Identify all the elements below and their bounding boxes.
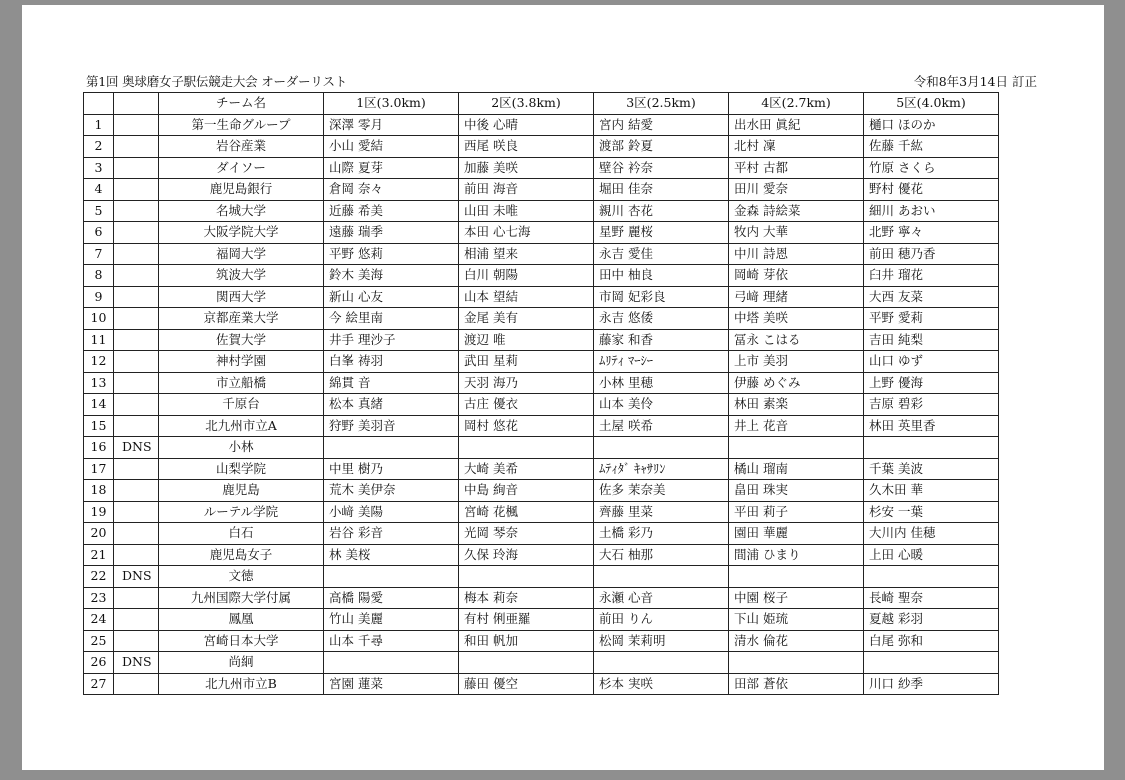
leg2-runner: 本田 心七海 [459, 222, 594, 244]
leg5-runner: 大川内 佳穂 [864, 523, 999, 545]
team-name: 山梨学院 [159, 458, 324, 480]
leg4-runner [729, 652, 864, 674]
table-row [84, 501, 999, 523]
team-name: 九州国際大学付属 [159, 587, 324, 609]
leg2-runner: 前田 海音 [459, 179, 594, 201]
leg5-runner [864, 566, 999, 588]
leg2-runner: 山本 望結 [459, 286, 594, 308]
table-row [84, 458, 999, 480]
row-number: 14 [84, 394, 114, 416]
leg3-runner [594, 566, 729, 588]
table-row [84, 286, 999, 308]
header-team: チーム名 [159, 93, 324, 115]
table-row [84, 437, 999, 459]
entry-status: DNS [114, 437, 159, 459]
leg4-runner: 田部 蒼依 [729, 673, 864, 695]
leg4-runner: 弓﨑 理緒 [729, 286, 864, 308]
leg2-runner: 相浦 望来 [459, 243, 594, 265]
table-row [84, 114, 999, 136]
leg3-runner: 宮内 結愛 [594, 114, 729, 136]
leg5-runner: 吉田 純梨 [864, 329, 999, 351]
table-row [84, 372, 999, 394]
row-number: 22 [84, 566, 114, 588]
leg3-runner: 土橋 彩乃 [594, 523, 729, 545]
leg2-runner: 加藤 美咲 [459, 157, 594, 179]
team-name: 鳳凰 [159, 609, 324, 631]
leg4-runner: 平村 古都 [729, 157, 864, 179]
table-row [84, 587, 999, 609]
leg1-runner: 深澤 零月 [324, 114, 459, 136]
leg1-runner: 狩野 美羽音 [324, 415, 459, 437]
row-number: 18 [84, 480, 114, 502]
leg2-runner: 武田 星莉 [459, 351, 594, 373]
leg5-runner [864, 437, 999, 459]
leg4-runner: 冨永 こはる [729, 329, 864, 351]
leg3-runner: 杉本 実咲 [594, 673, 729, 695]
leg3-runner: 壁谷 衿奈 [594, 157, 729, 179]
row-number: 19 [84, 501, 114, 523]
table-row [84, 243, 999, 265]
header-row [84, 93, 999, 115]
team-name: 市立船橋 [159, 372, 324, 394]
row-number: 17 [84, 458, 114, 480]
leg2-runner: 光岡 琴奈 [459, 523, 594, 545]
row-number: 9 [84, 286, 114, 308]
leg5-runner: 吉原 碧彩 [864, 394, 999, 416]
header-leg1: 1区(3.0km) [324, 93, 459, 115]
entry-status [114, 157, 159, 179]
leg3-runner [594, 437, 729, 459]
entry-status [114, 286, 159, 308]
row-number: 5 [84, 200, 114, 222]
leg5-runner: 竹原 さくら [864, 157, 999, 179]
leg2-runner: 古庄 優衣 [459, 394, 594, 416]
leg3-runner: ﾑﾘﾃｨ ﾏｰｼｰ [594, 351, 729, 373]
leg3-runner: 星野 麗桜 [594, 222, 729, 244]
table-row [84, 566, 999, 588]
leg1-runner: 小山 愛結 [324, 136, 459, 158]
row-number: 7 [84, 243, 114, 265]
row-number: 1 [84, 114, 114, 136]
team-name: 鹿児島銀行 [159, 179, 324, 201]
leg1-runner: 林 美桜 [324, 544, 459, 566]
leg3-runner: 小林 里穂 [594, 372, 729, 394]
table-row [84, 136, 999, 158]
leg2-runner: 山田 未唯 [459, 200, 594, 222]
table-row [84, 480, 999, 502]
leg3-runner: 堀田 佳奈 [594, 179, 729, 201]
leg5-runner: 山口 ゆず [864, 351, 999, 373]
leg5-runner: 長崎 聖奈 [864, 587, 999, 609]
leg1-runner: 近藤 希美 [324, 200, 459, 222]
entry-status [114, 114, 159, 136]
header-leg3: 3区(2.5km) [594, 93, 729, 115]
leg2-runner: 白川 朝陽 [459, 265, 594, 287]
team-name: 鹿児島 [159, 480, 324, 502]
leg2-runner [459, 437, 594, 459]
leg2-runner [459, 566, 594, 588]
team-name: 福岡大学 [159, 243, 324, 265]
row-number: 10 [84, 308, 114, 330]
leg3-runner: ﾑﾃｨﾀﾞ ｷｬｻﾘﾝ [594, 458, 729, 480]
leg5-runner: 細川 あおい [864, 200, 999, 222]
entry-status [114, 587, 159, 609]
team-name: 第一生命グループ [159, 114, 324, 136]
entry-status [114, 351, 159, 373]
entry-status [114, 308, 159, 330]
leg2-runner: 大崎 美希 [459, 458, 594, 480]
row-number: 3 [84, 157, 114, 179]
leg3-runner: 山本 美伶 [594, 394, 729, 416]
row-number: 21 [84, 544, 114, 566]
leg3-runner: 大石 柚那 [594, 544, 729, 566]
leg3-runner: 藤家 和香 [594, 329, 729, 351]
leg1-runner: 中里 樹乃 [324, 458, 459, 480]
leg4-runner: 井上 花音 [729, 415, 864, 437]
entry-status [114, 523, 159, 545]
leg4-runner: 上市 美羽 [729, 351, 864, 373]
team-name: ルーテル学院 [159, 501, 324, 523]
row-number: 13 [84, 372, 114, 394]
table-row [84, 179, 999, 201]
leg1-runner: 白峯 祷羽 [324, 351, 459, 373]
leg3-runner: 永吉 悠倭 [594, 308, 729, 330]
leg3-runner: 前田 りん [594, 609, 729, 631]
leg4-runner: 畠田 珠実 [729, 480, 864, 502]
leg4-runner: 中塔 美咲 [729, 308, 864, 330]
header-number [84, 93, 114, 115]
leg3-runner: 永瀬 心音 [594, 587, 729, 609]
team-name: 小林 [159, 437, 324, 459]
row-number: 15 [84, 415, 114, 437]
leg1-runner [324, 437, 459, 459]
table-row [84, 157, 999, 179]
leg5-runner [864, 652, 999, 674]
row-number: 16 [84, 437, 114, 459]
row-number: 23 [84, 587, 114, 609]
table-row [84, 329, 999, 351]
table-row [84, 630, 999, 652]
entry-status [114, 415, 159, 437]
entry-status [114, 329, 159, 351]
table-row [84, 351, 999, 373]
leg2-runner: 天羽 海乃 [459, 372, 594, 394]
entry-status [114, 179, 159, 201]
leg1-runner: 新山 心友 [324, 286, 459, 308]
leg3-runner: 土屋 咲希 [594, 415, 729, 437]
entry-status [114, 394, 159, 416]
leg1-runner [324, 566, 459, 588]
table-row [84, 652, 999, 674]
entry-status [114, 222, 159, 244]
leg5-runner: 前田 穂乃香 [864, 243, 999, 265]
leg2-runner [459, 652, 594, 674]
leg3-runner: 渡部 鈴夏 [594, 136, 729, 158]
leg4-runner: 中園 桜子 [729, 587, 864, 609]
leg2-runner: 梅本 莉奈 [459, 587, 594, 609]
table-row [84, 544, 999, 566]
leg5-runner: 夏越 彩羽 [864, 609, 999, 631]
leg3-runner: 市岡 妃彩良 [594, 286, 729, 308]
leg4-runner: 出水田 眞紀 [729, 114, 864, 136]
leg4-runner: 田川 愛奈 [729, 179, 864, 201]
leg2-runner: 藤田 優空 [459, 673, 594, 695]
leg1-runner: 山際 夏芽 [324, 157, 459, 179]
header-leg4: 4区(2.7km) [729, 93, 864, 115]
leg4-runner: 間浦 ひまり [729, 544, 864, 566]
entry-status [114, 501, 159, 523]
leg4-runner [729, 437, 864, 459]
team-name: 宮崎日本大学 [159, 630, 324, 652]
team-name: 名城大学 [159, 200, 324, 222]
leg1-runner: 井手 理沙子 [324, 329, 459, 351]
row-number: 11 [84, 329, 114, 351]
row-number: 6 [84, 222, 114, 244]
team-name: 大阪学院大学 [159, 222, 324, 244]
team-name: 筑波大学 [159, 265, 324, 287]
table-row [84, 222, 999, 244]
leg2-runner: 久保 玲海 [459, 544, 594, 566]
entry-status [114, 136, 159, 158]
leg5-runner: 臼井 瑠花 [864, 265, 999, 287]
leg5-runner: 千葉 美波 [864, 458, 999, 480]
team-name: 関西大学 [159, 286, 324, 308]
leg5-runner: 大西 友菜 [864, 286, 999, 308]
leg3-runner [594, 652, 729, 674]
team-name: 北九州市立A [159, 415, 324, 437]
row-number: 4 [84, 179, 114, 201]
entry-status [114, 458, 159, 480]
leg3-runner: 永吉 愛佳 [594, 243, 729, 265]
table-row [84, 200, 999, 222]
leg3-runner: 佐多 茉奈美 [594, 480, 729, 502]
team-name: ダイソー [159, 157, 324, 179]
leg5-runner: 上田 心暖 [864, 544, 999, 566]
header-leg2: 2区(3.8km) [459, 93, 594, 115]
entry-status [114, 609, 159, 631]
entry-status [114, 544, 159, 566]
leg1-runner: 平野 悠莉 [324, 243, 459, 265]
document-title: 第1回 奥球磨女子駅伝競走大会 オーダーリスト [86, 74, 348, 89]
leg4-runner: 金森 詩絵菜 [729, 200, 864, 222]
leg5-runner: 林田 英里香 [864, 415, 999, 437]
entry-status [114, 372, 159, 394]
table-row [84, 265, 999, 287]
leg4-runner: 下山 姫琉 [729, 609, 864, 631]
table-row [84, 609, 999, 631]
leg3-runner: 松岡 茉莉明 [594, 630, 729, 652]
leg1-runner: 小﨑 美陽 [324, 501, 459, 523]
team-name: 北九州市立B [159, 673, 324, 695]
leg5-runner: 久木田 華 [864, 480, 999, 502]
entry-status [114, 265, 159, 287]
leg4-runner: 橘山 瑠南 [729, 458, 864, 480]
order-list-table [83, 92, 999, 695]
document-date: 令和8年3月14日 訂正 [913, 74, 1037, 89]
leg2-runner: 和田 帆加 [459, 630, 594, 652]
team-name: 文徳 [159, 566, 324, 588]
leg2-runner: 宮崎 花楓 [459, 501, 594, 523]
leg2-runner: 有村 俐亜羅 [459, 609, 594, 631]
leg2-runner: 金尾 美有 [459, 308, 594, 330]
leg1-runner: 鈴木 美海 [324, 265, 459, 287]
leg5-runner: 上野 優海 [864, 372, 999, 394]
header-status [114, 93, 159, 115]
leg2-runner: 岡村 悠花 [459, 415, 594, 437]
leg1-runner: 高橋 陽愛 [324, 587, 459, 609]
team-name: 白石 [159, 523, 324, 545]
entry-status [114, 243, 159, 265]
entry-status [114, 200, 159, 222]
leg5-runner: 平野 愛莉 [864, 308, 999, 330]
leg5-runner: 杉安 一葉 [864, 501, 999, 523]
leg4-runner: 園田 華麗 [729, 523, 864, 545]
leg4-runner: 林田 素楽 [729, 394, 864, 416]
row-number: 12 [84, 351, 114, 373]
leg1-runner: 倉岡 奈々 [324, 179, 459, 201]
team-name: 岩谷産業 [159, 136, 324, 158]
leg1-runner: 岩谷 彩音 [324, 523, 459, 545]
leg3-runner: 田中 柚良 [594, 265, 729, 287]
leg5-runner: 樋口 ほのか [864, 114, 999, 136]
leg1-runner [324, 652, 459, 674]
leg2-runner: 中島 絢音 [459, 480, 594, 502]
team-name: 千原台 [159, 394, 324, 416]
leg5-runner: 白尾 弥和 [864, 630, 999, 652]
table-row [84, 415, 999, 437]
entry-status: DNS [114, 566, 159, 588]
leg1-runner: 綿貫 音 [324, 372, 459, 394]
leg1-runner: 遠藤 瑞季 [324, 222, 459, 244]
leg4-runner: 平田 莉子 [729, 501, 864, 523]
row-number: 8 [84, 265, 114, 287]
team-name: 尚絅 [159, 652, 324, 674]
leg1-runner: 荒木 美伊奈 [324, 480, 459, 502]
row-number: 24 [84, 609, 114, 631]
table-row [84, 394, 999, 416]
leg5-runner: 北野 寧々 [864, 222, 999, 244]
table-row [84, 523, 999, 545]
row-number: 27 [84, 673, 114, 695]
leg4-runner: 清水 倫花 [729, 630, 864, 652]
leg4-runner: 中川 詩恩 [729, 243, 864, 265]
entry-status [114, 630, 159, 652]
team-name: 佐賀大学 [159, 329, 324, 351]
leg3-runner: 齊藤 里菜 [594, 501, 729, 523]
row-number: 26 [84, 652, 114, 674]
row-number: 25 [84, 630, 114, 652]
team-name: 神村学園 [159, 351, 324, 373]
leg4-runner: 牧内 大華 [729, 222, 864, 244]
leg5-runner: 野村 優花 [864, 179, 999, 201]
leg4-runner: 伊藤 めぐみ [729, 372, 864, 394]
leg2-runner: 中後 心晴 [459, 114, 594, 136]
leg5-runner: 佐藤 千紘 [864, 136, 999, 158]
leg3-runner: 親川 杏花 [594, 200, 729, 222]
entry-status: DNS [114, 652, 159, 674]
leg2-runner: 西尾 咲良 [459, 136, 594, 158]
leg1-runner: 今 絵里南 [324, 308, 459, 330]
leg1-runner: 宮園 蓮菜 [324, 673, 459, 695]
table-row [84, 673, 999, 695]
leg1-runner: 松本 真緒 [324, 394, 459, 416]
team-name: 京都産業大学 [159, 308, 324, 330]
leg4-runner [729, 566, 864, 588]
entry-status [114, 673, 159, 695]
leg4-runner: 北村 凜 [729, 136, 864, 158]
leg1-runner: 竹山 美麗 [324, 609, 459, 631]
entry-status [114, 480, 159, 502]
header-leg5: 5区(4.0km) [864, 93, 999, 115]
leg5-runner: 川口 紗季 [864, 673, 999, 695]
team-name: 鹿児島女子 [159, 544, 324, 566]
row-number: 20 [84, 523, 114, 545]
leg2-runner: 渡辺 唯 [459, 329, 594, 351]
row-number: 2 [84, 136, 114, 158]
leg1-runner: 山本 千尋 [324, 630, 459, 652]
table-row [84, 308, 999, 330]
leg4-runner: 岡崎 芽依 [729, 265, 864, 287]
